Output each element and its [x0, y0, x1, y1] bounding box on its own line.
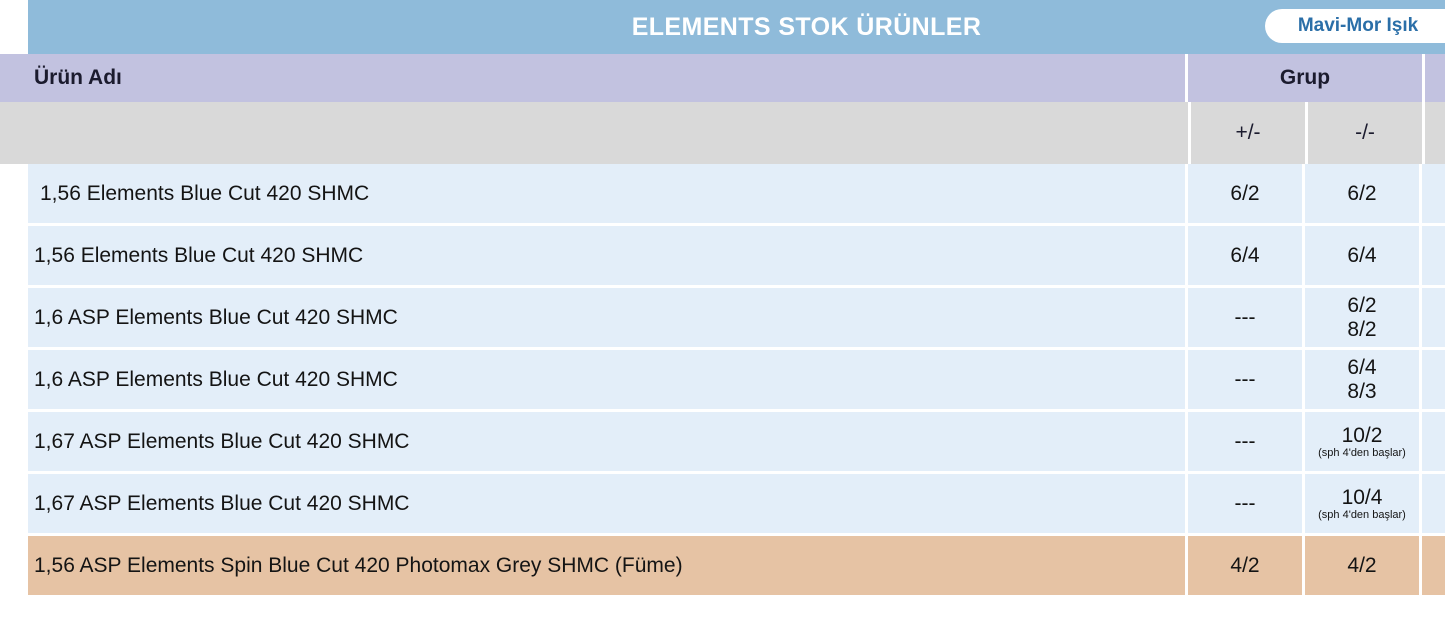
table-row: [0, 288, 1445, 350]
column-subheader-plus-minus-label: +/-: [1235, 121, 1261, 144]
product-name-label: 1,6 ASP Elements Blue Cut 420 SHMC: [34, 367, 398, 391]
cell-plus-minus: [1188, 412, 1305, 471]
cell-overflow: [1422, 412, 1445, 471]
product-name-label: 1,56 ASP Elements Spin Blue Cut 420 Photomax Grey SHMC (Füme): [34, 553, 683, 577]
column-header-overflow: [1425, 54, 1445, 102]
cell-product-name: [0, 350, 1188, 409]
cell-product-name: [0, 536, 1188, 595]
minus-minus-value: 10/2: [1341, 423, 1383, 447]
minus-minus-value: 6/2: [1347, 181, 1377, 205]
table-body: [0, 164, 1445, 598]
column-header-product-name: [0, 54, 1188, 102]
cell-product-name: [0, 412, 1188, 471]
plus-minus-value: ---: [1234, 367, 1256, 391]
product-name-label: 1,56 Elements Blue Cut 420 SHMC: [40, 181, 370, 205]
cell-minus-minus: [1305, 226, 1422, 285]
minus-minus-note: 8/2: [1347, 317, 1377, 341]
minus-minus-value: 4/2: [1347, 553, 1377, 577]
column-header-group: [1188, 54, 1425, 102]
minus-minus-value: 6/4: [1347, 355, 1377, 379]
status-badge: [1265, 9, 1445, 43]
cell-minus-minus: [1305, 474, 1422, 533]
cell-minus-minus: [1305, 536, 1422, 595]
cell-overflow: [1422, 288, 1445, 347]
cell-plus-minus: [1188, 164, 1305, 223]
cell-product-name: [0, 226, 1188, 285]
table-row: [0, 350, 1445, 412]
column-header-group-label: Grup: [1279, 66, 1331, 89]
cell-overflow: [1422, 536, 1445, 595]
cell-overflow: [1422, 164, 1445, 223]
plus-minus-value: 6/2: [1230, 181, 1260, 205]
cell-minus-minus: [1305, 350, 1422, 409]
table-row: [0, 412, 1445, 474]
cell-minus-minus: [1305, 412, 1422, 471]
plus-minus-value: 6/4: [1230, 243, 1260, 267]
column-subheader-minus-minus: [1308, 102, 1425, 164]
plus-minus-value: 4/2: [1230, 553, 1260, 577]
cell-minus-minus: [1305, 164, 1422, 223]
title-bar: [0, 0, 1445, 54]
minus-minus-value: 10/4: [1341, 485, 1383, 509]
left-margin-strip: [0, 164, 28, 618]
status-badge-label: Mavi-Mor Işık: [1297, 15, 1419, 36]
product-name-label: 1,67 ASP Elements Blue Cut 420 SHMC: [34, 491, 410, 515]
table-header-secondary: [0, 102, 1445, 164]
table-row: [0, 226, 1445, 288]
cell-plus-minus: [1188, 226, 1305, 285]
plus-minus-value: ---: [1234, 429, 1256, 453]
cell-plus-minus: [1188, 350, 1305, 409]
cell-product-name: [0, 164, 1188, 223]
column-subheader-overflow: [1425, 102, 1445, 164]
product-name-label: 1,56 Elements Blue Cut 420 SHMC: [34, 243, 364, 267]
cell-overflow: [1422, 226, 1445, 285]
title-bar-left-notch: [0, 0, 28, 54]
minus-minus-note: (sph 4'den başlar): [1318, 447, 1406, 460]
minus-minus-note: (sph 4'den başlar): [1318, 509, 1406, 522]
minus-minus-note: 8/3: [1347, 379, 1377, 403]
table-row: [0, 164, 1445, 226]
product-name-label: 1,6 ASP Elements Blue Cut 420 SHMC: [34, 305, 398, 329]
column-subheader-plus-minus: [1191, 102, 1308, 164]
table-row: [0, 536, 1445, 598]
plus-minus-value: ---: [1234, 305, 1256, 329]
product-name-label: 1,67 ASP Elements Blue Cut 420 SHMC: [34, 429, 410, 453]
cell-plus-minus: [1188, 474, 1305, 533]
cell-product-name: [0, 288, 1188, 347]
minus-minus-value: 6/4: [1347, 243, 1377, 267]
table-row: [0, 474, 1445, 536]
cell-minus-minus: [1305, 288, 1422, 347]
column-subheader-product-name-spacer: [0, 102, 1191, 164]
cell-plus-minus: [1188, 288, 1305, 347]
column-subheader-minus-minus-label: -/-: [1355, 121, 1375, 144]
table-header-primary: [0, 54, 1445, 102]
minus-minus-value: 6/2: [1347, 293, 1377, 317]
cell-overflow: [1422, 474, 1445, 533]
column-header-product-name-label: Ürün Adı: [34, 66, 122, 89]
plus-minus-value: ---: [1234, 491, 1256, 515]
page-title: ELEMENTS STOK ÜRÜNLER: [631, 12, 982, 41]
cell-overflow: [1422, 350, 1445, 409]
cell-product-name: [0, 474, 1188, 533]
cell-plus-minus: [1188, 536, 1305, 595]
